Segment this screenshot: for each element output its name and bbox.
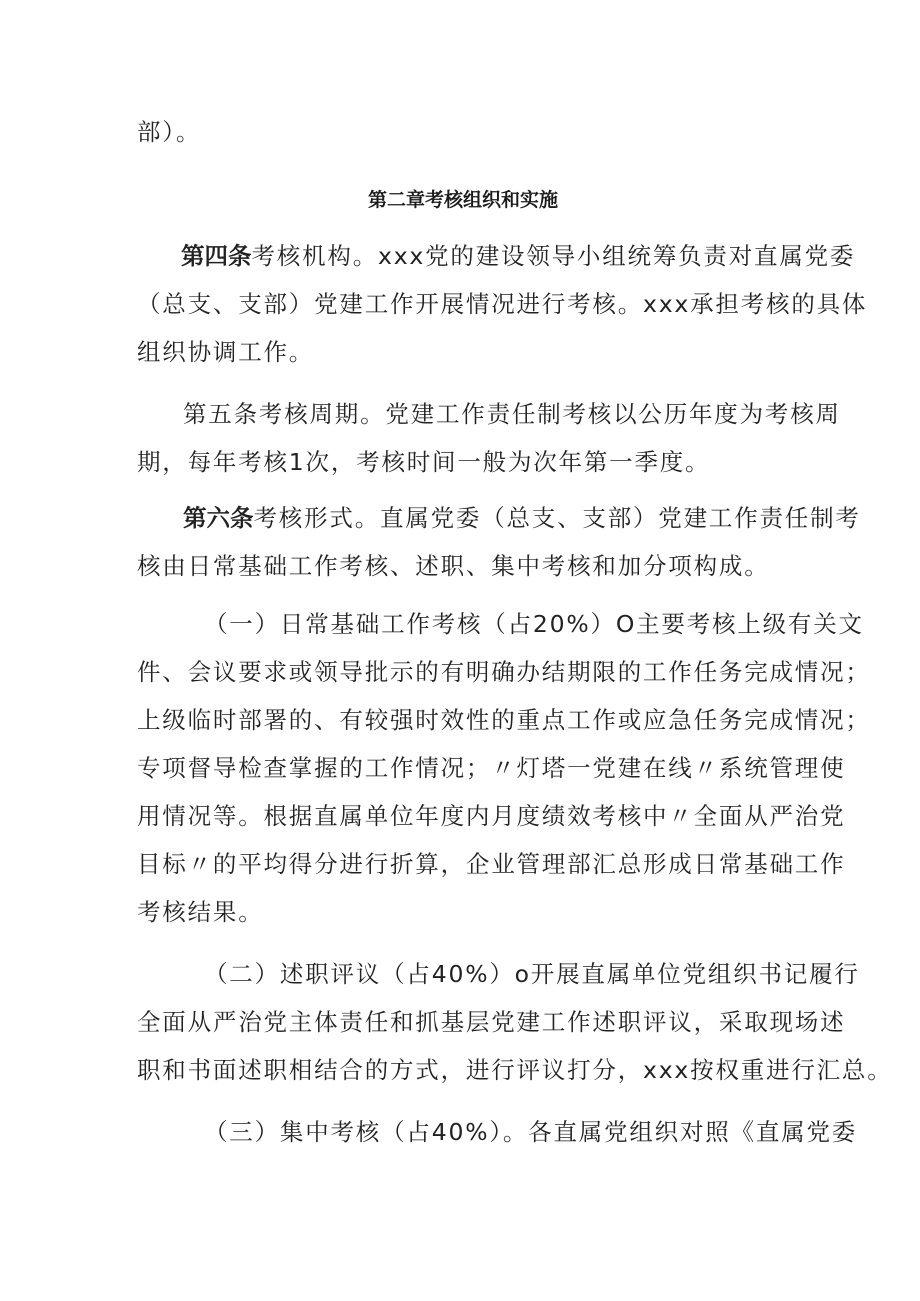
article4-line2: （总支、支部）党建工作开展情况进行考核。xxx承担考核的具体 (137, 290, 868, 318)
item1-line3: 上级临时部署的、有较强时效性的重点工作或应急任务完成情况； (137, 706, 871, 734)
item1-line5: 用情况等。根据直属单位年度内月度绩效考核中〃全面从严治党 (137, 802, 846, 830)
item2-line1: （二）述职评议（占40%）o开展直属单位党组织书记履行 (204, 960, 860, 988)
article5-line2: 期，每年考核1次，考核时间一般为次年第一季度。 (137, 448, 711, 476)
item1-line4: 专项督导检查掌握的工作情况；〃灯塔一党建在线〃系统管理使 (137, 754, 846, 782)
article6-text: 考核形式。直属党委（总支、支部）党建工作责任制考 (253, 504, 861, 532)
item2-line2: 全面从严治党主体责任和抓基层党建工作述职评议，采取现场述 (137, 1008, 846, 1036)
article4-label: 第四条 (181, 242, 252, 270)
article6-label: 第六条 (183, 504, 254, 532)
article4-text: 考核机构。xxx党的建设领导小组统筹负责对直属党委 (251, 242, 856, 270)
item1-line6: 目标〃的平均得分进行折算，企业管理部汇总形成日常基础工作 (137, 850, 846, 878)
chapter-heading: 第二章考核组织和实施 (368, 189, 559, 211)
article4-line1 (181, 240, 855, 272)
item2-line3: 职和书面述职相结合的方式，进行评议打分，xxx按权重进行汇总。 (137, 1056, 893, 1084)
article5-line1: 第五条考核周期。党建工作责任制考核以公历年度为考核周 (183, 400, 841, 428)
item1-line7: 考核结果。 (137, 898, 264, 926)
article6-line1 (183, 502, 861, 534)
item3-line1: （三）集中考核（占40%）。各直属党组织对照《直属党委 (204, 1118, 858, 1146)
article4-line3: 组织协调工作。 (137, 338, 315, 366)
carry-over-text: 部）。 (137, 118, 202, 146)
article6-line2: 核由日常基础工作考核、述职、集中考核和加分项构成。 (137, 552, 770, 580)
item1-line1: （一）日常基础工作考核（占20%）O主要考核上级有关文 (204, 610, 864, 638)
item1-line2: 件、会议要求或领导批示的有明确办结期限的工作任务完成情况； (137, 658, 871, 686)
